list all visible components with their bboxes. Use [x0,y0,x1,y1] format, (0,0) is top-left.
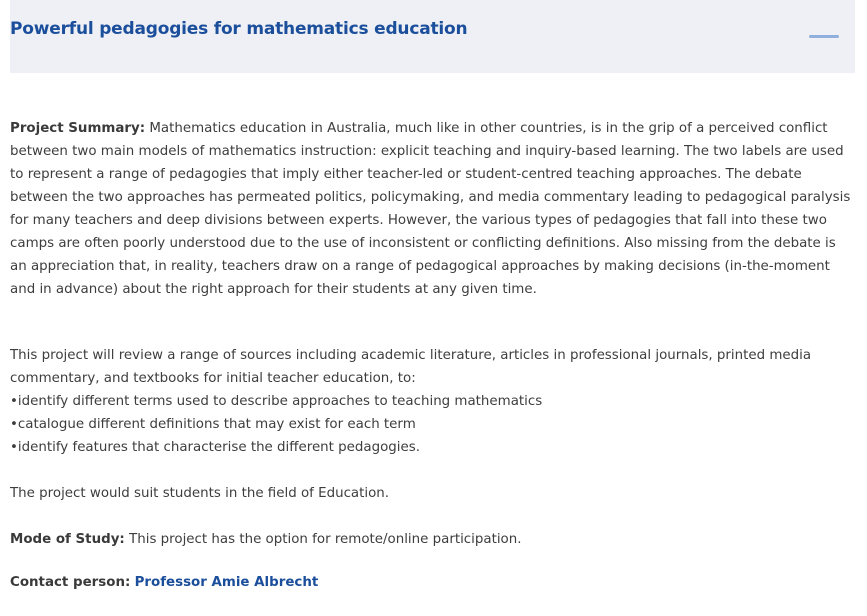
list-item: •catalogue different definitions that may exist for each term [10,417,416,432]
spacer [10,551,856,571]
collapse-toggle-button[interactable] [807,26,841,46]
project-summary-label: Project Summary: [10,121,146,136]
contact-person [10,571,856,594]
review-intro: This project will review a range of sources including academic literature, articles in professional journals, printed media commentary, and textbooks for initial teacher education, to: [10,348,812,386]
mode-of-study [10,528,856,551]
spacer [10,459,856,482]
mode-of-study-text: This project has the option for remote/online participation. [124,532,522,547]
suitability-text: The project would suit students in the field of Education. [10,486,390,501]
mode-of-study-label: Mode of Study: [10,532,125,547]
accordion-content [10,117,856,594]
accordion-header[interactable] [10,0,855,73]
accordion-title[interactable]: Powerful pedagogies for mathematics education [10,19,468,39]
list-item: •identify features that characterise the different pedagogies. [10,440,421,455]
project-summary-text: Mathematics education in Australia, much like in other countries, is in the grip of a perceived conflict between two main models of mathematics instruction: explicit teaching and inquiry-based learning. The two labels are used to represent a range of pedagogies that imply either teacher-led or student-centred teaching approaches. The debate between the two approaches has permeated politics, policymaking, and media commentary leading to pedagogical paralysis for many teachers and deep divisions between experts. However, the various types of pedagogies that fall into these two camps are often poorly understood due to the use of inconsistent or conflicting definitions. Also missing from the debate is an appreciation that, in reality, teachers draw on a range of pedagogical approaches by making decisions (in-the-moment and in advance) about the right approach for their students at any given time. [10,121,851,297]
spacer [10,505,856,528]
contact-person-link[interactable]: Professor Amie Albrecht [134,575,319,590]
contact-person-label: Contact person: [10,575,131,590]
list-item: •identify different terms used to describe approaches to teaching mathematics [10,394,543,409]
minus-icon [809,35,839,38]
project-summary [10,117,856,301]
spacer [10,301,856,344]
